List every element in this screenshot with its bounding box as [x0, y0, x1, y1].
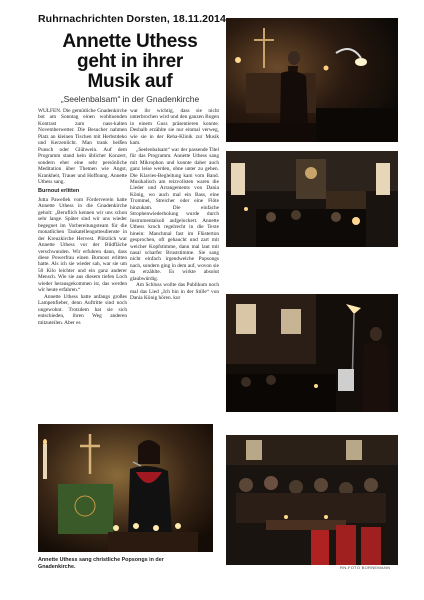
headline-line-1: Annette Uthess [62, 31, 198, 52]
article-column-2 [130, 108, 219, 413]
photo-caption: Annette Uthess sang christliche Popsongs in der Gnadenkirche. [38, 557, 164, 570]
paragraph: Am Schluss wollte das Publikum noch mal das Lied „Ich bin in der Stille“ von Dania König hören. kor [130, 282, 219, 302]
singer-at-altar-photo [226, 18, 398, 142]
paragraph: Jutta Pawellek vom Förderverein hatte Annette Uthess in die Gnadenkirche geholt: „Beruflich kennen wir uns schon sehr lange. Später sind wir uns wieder begegnet im Vorbereitungsteam für die monatlichen Taukatellengottesdienste in der Kreuzkirche Hervest. Plötzlich war Annette Uthess vor der Bildfläche verschwunden. Wir erfuhren dann, dass diese Powerfrau einen Burnout erlitten hatte. Als ich sie wieder sah, war sie um 50 Kilo leichter und ein ganz anderer Mensch. Wie sie aus diesem tiefen Loch wieder herausgekommen ist, das werden wir heute erfahren.“ [38, 196, 127, 294]
church-interior-piano-photo [226, 151, 398, 247]
paragraph: „Seelenbalsam“ war der passende Titel für das Programm. Annette Uthess sang mit Mikrophon und konnte daher auch ganz leise werden, ohne unter zu gehen. Die Klavies-Begleitung kam vom Band. Musikalisch am reizvollsten waren die Lieder und Arrangements von Dania König, wo auch mal ein Bass, eine Trommel, Streicher oder eine Flöte hinzukam. Die einfache Strophenwiederholung wurde durch Instrumentalsoli aufgelockert. Annette Uthess kroch regelrecht in die Texte hinein: Manchmal fast im Flüsterton gesprochen, oft gehaucht und zart mit weicher Kopfstimme, dann mal laut mit nasal scharfer Bruststimme. Sie sang nicht einfach irgendwelche Popsongs nach, sondern ging in dem auf, wovon sie da erzählte. Es wirkte absolut glaubwürdig. [130, 146, 219, 282]
singer-closeup-photo [38, 424, 213, 552]
paragraph: war ihr wichtig, dass sie nicht unterbrochen wird und den ganzen Bogen in einem Guss präsentieren konnte. Deshalb erzählte sie nur einmal verweg, wie sie in der Reha-Klinik zur Musik kam. [130, 108, 219, 147]
headline-line-2: geht in ihrer [77, 51, 183, 72]
photo-credit: RN-FOTO BORNEMANN [340, 565, 391, 570]
audience-photo [226, 435, 398, 565]
masthead: Ruhrnachrichten Dorsten, 18.11.2014 [38, 13, 226, 25]
article-column-1 [38, 108, 127, 413]
paragraph: Annette Uthess hatte anfangs großes Lampenfieber, denn Auftritte sind noch ungewohnt. Trotzdem hat sie sich entschieden, ihren Weg anderen mitzuteilen. Aber es [38, 293, 127, 326]
section-subheading: Burnout erlitten [38, 188, 80, 195]
headline-line-3: Musik auf [87, 71, 173, 92]
subhead: „Seelenbalsam“ in der Gnadenkirche [60, 94, 200, 104]
headline [38, 32, 222, 92]
singer-with-lamp-photo [226, 294, 398, 412]
paragraph: WULFEN. Die gemütliche Gnadenkirche bot am Sonntag einen wohltuenden Kontrast zum nass-kalten Novemberwetter. Die Besucher nahmen Platz an kleinen Tischen mit Herbstdeko und Kerzenlicht. Man trank heißen Punsch oder Glühwein. Auf dem Programm stand kein üblicher Konzert, sondern eher eine sehr persönliche Meditation über Themen wie Angst, Krankheit, Trauer und Hoffnung. Annette Uthess sang. [38, 108, 127, 185]
